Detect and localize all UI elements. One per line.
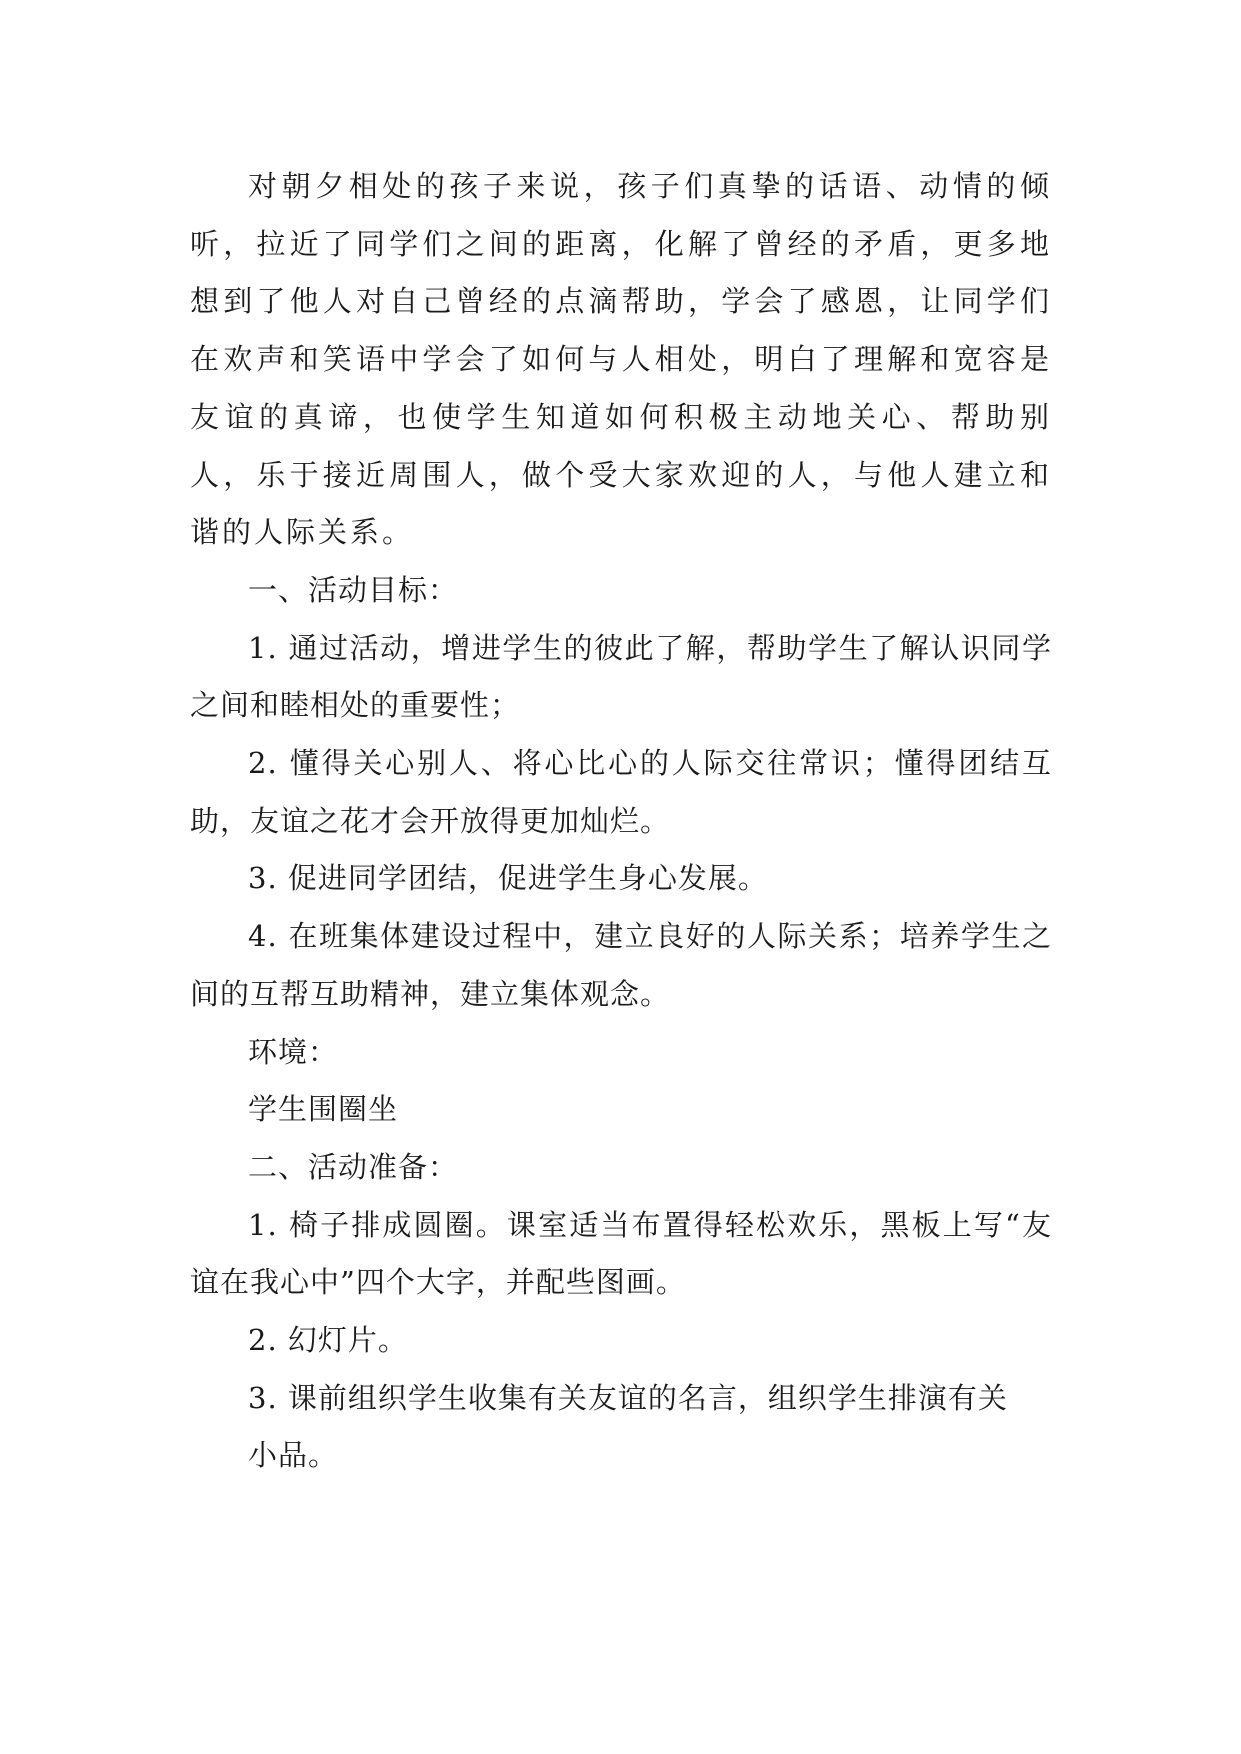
- goal-item-2: 2. 懂得关心别人、将心比心的人际交往常识；懂得团结互助，友谊之花才会开放得更加灿烂。: [190, 746, 1052, 838]
- intro-paragraph: 对朝夕相处的孩子来说，孩子们真挚的话语、动情的倾听，拉近了同学们之间的距离，化解了曾经的矛盾，更多地想到了他人对自己曾经的点滴帮助，学会了感恩，让同学们在欢声和笑语中学会了如何与人相处，明白了理解和宽容是友谊的真谛，也使学生知道如何积极主动地关心、帮助别人，乐于接近周围人，做个受大家欢迎的人，与他人建立和谐的人际关系。: [190, 169, 1052, 550]
- prep-item-2: 2. 幻灯片。: [248, 1323, 408, 1358]
- document-page: [190, 158, 1052, 1485]
- goal-item-1: 1. 通过活动，增进学生的彼此了解，帮助学生了解认识同学之间和睦相处的重要性；: [190, 630, 1052, 723]
- goal-item-3: 3. 促进同学团结，促进学生身心发展。: [248, 861, 768, 896]
- prep-item-1: 1. 椅子排成圆圈。课室适当布置得轻松欢乐，黑板上写“友谊在我心中”四个大字，并配些图画。: [190, 1207, 1052, 1300]
- prep-item-3: 3. 课前组织学生收集有关友谊的名言，组织学生排演有关: [248, 1380, 1008, 1415]
- environment-text: 学生围圈坐: [248, 1092, 399, 1127]
- section-heading-preparation: 二、活动准备：: [248, 1149, 459, 1184]
- goal-item-4: 4. 在班集体建设过程中，建立良好的人际关系；培养学生之间的互帮互助精神，建立集体观念。: [190, 919, 1052, 1011]
- prep-item-3-continuation: 小品。: [248, 1438, 339, 1473]
- environment-label: 环境：: [248, 1034, 339, 1069]
- section-heading-goals: 一、活动目标：: [248, 572, 459, 607]
